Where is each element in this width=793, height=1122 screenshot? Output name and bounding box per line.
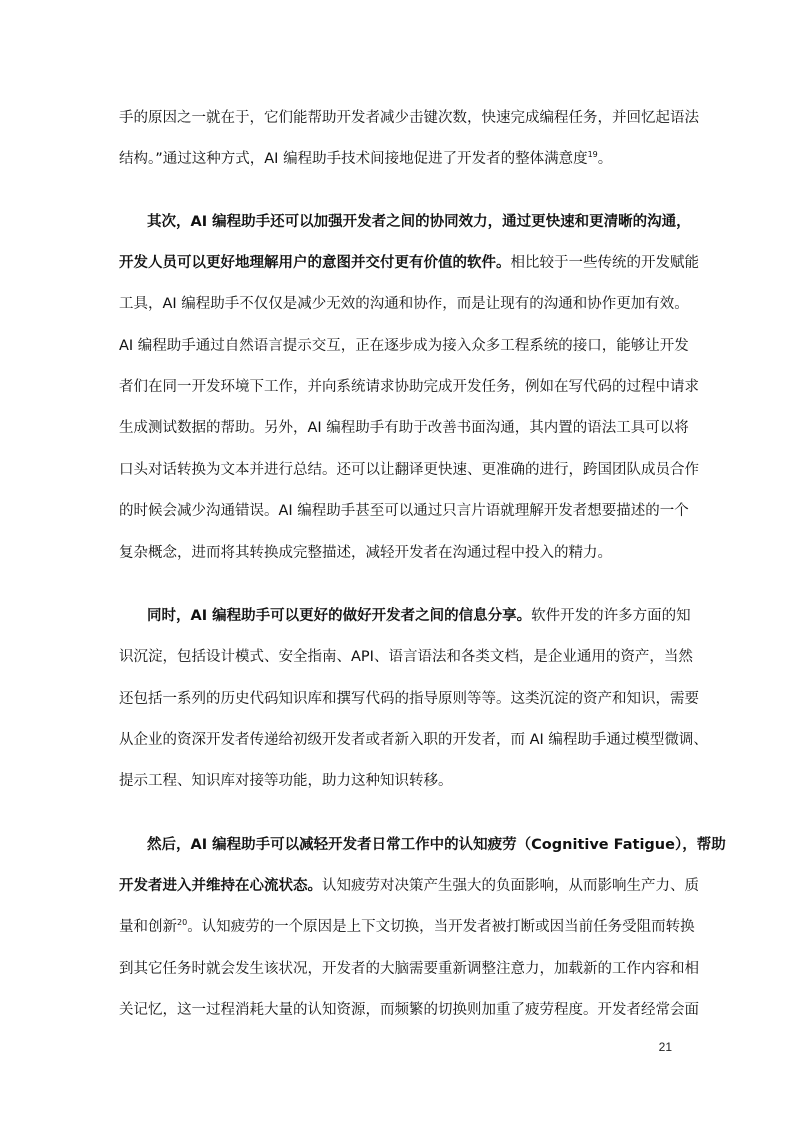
- text-line: [119, 874, 699, 898]
- text-line: [119, 147, 672, 171]
- text-line: [147, 604, 691, 628]
- text-line: [119, 915, 695, 939]
- footnote-ref-19: 19: [587, 150, 598, 159]
- text-line: [119, 728, 708, 752]
- bold-lead-text: 然后，AI 编程助手可以减轻开发者日常工作中的认知疲劳（Cognitive Fatigue），帮助: [147, 837, 726, 853]
- text-line: [119, 998, 699, 1022]
- bold-lead-text: 开发人员可以更好地理解用户的意图并交付更有价值的软件。: [119, 255, 511, 271]
- text-line: [119, 375, 699, 399]
- text-line: [119, 334, 689, 358]
- line-text: 提示工程、知识库对接等功能，助力这种知识转移。: [119, 773, 453, 789]
- line-text: 的时候会减少沟通错误。AI 编程助手甚至可以通过只言片语就理解开发者想要描述的一个: [119, 503, 689, 519]
- line-text: 从企业的资深开发者传递给初级开发者或者新入职的开发者，而 AI 编程助手通过模型微调、: [119, 732, 708, 748]
- text-line: [119, 292, 689, 316]
- text-line: [119, 769, 672, 793]
- line-text: 生成测试数据的帮助。另外，AI 编程助手有助于改善书面沟通，其内置的语法工具可以将: [119, 420, 689, 436]
- line-text: 到其它任务时就会发生该状况，开发者的大脑需要重新调整注意力，加载新的工作内容和相: [119, 961, 699, 977]
- text-line: [147, 833, 726, 857]
- line-text: 相比较于一些传统的开发赋能: [510, 255, 699, 271]
- line-text: 口头对话转换为文本并进行总结。还可以让翻译更快速、更准确的进行，跨国团队成员合作: [119, 462, 699, 478]
- bold-lead-text: 其次，AI 编程助手还可以加强开发者之间的协同效力，通过更快速和更清晰的沟通，: [147, 214, 691, 230]
- line-text: 复杂概念，进而将其转换成完整描述，减轻开发者在沟通过程中投入的精力。: [119, 545, 612, 561]
- text-line: [147, 210, 691, 234]
- line-text: 认知疲劳对决策产生强大的负面影响，从而影响生产力、质: [322, 878, 699, 894]
- text-line: [119, 957, 699, 981]
- line-text: 软件开发的许多方面的知: [531, 608, 691, 624]
- text-line: [119, 499, 689, 523]
- text-line: [119, 541, 672, 565]
- text-line: [119, 687, 699, 711]
- line-text: 关记忆，这一过程消耗大量的认知资源，而频繁的切换则加重了疲劳程度。开发者经常会面: [119, 1002, 699, 1018]
- line-text: 结构。”通过这种方式，AI 编程助手技术间接地促进了开发者的整体满意度: [119, 151, 588, 167]
- text-line: [119, 106, 699, 130]
- page-number: 21: [658, 1040, 672, 1054]
- footnote-ref-20: 20: [177, 918, 188, 927]
- line-text: 者们在同一开发环境下工作，并向系统请求协助完成开发任务，例如在写代码的过程中请求: [119, 379, 699, 395]
- line-text: 手的原因之一就在于，它们能帮助开发者减少击键次数，快速完成编程任务，并回忆起语法: [119, 110, 699, 126]
- line-text: 工具，AI 编程助手不仅仅是减少无效的沟通和协作，而是让现有的沟通和协作更加有效。: [119, 296, 689, 312]
- line-text: AI 编程助手通过自然语言提示交互，正在逐步成为接入众多工程系统的接口，能够让开发: [119, 338, 689, 354]
- line-text-tail: 。认知疲劳的一个原因是上下文切换，当开发者被打断或因当前任务受阻而转换: [187, 919, 695, 935]
- text-line: [119, 251, 699, 275]
- line-text-tail: 。: [597, 151, 613, 167]
- text-line: [119, 458, 699, 482]
- line-text: 还包括一系列的历史代码知识库和撰写代码的指导原则等等。这类沉淀的资产和知识，需要: [119, 691, 699, 707]
- line-text: 识沉淀，包括设计模式、安全指南、API、语言语法和各类文档，是企业通用的资产，当然: [119, 649, 693, 665]
- bold-lead-text: 开发者进入并维持在心流状态。: [119, 878, 322, 894]
- bold-lead-text: 同时，AI 编程助手可以更好的做好开发者之间的信息分享。: [147, 608, 532, 624]
- text-line: [119, 416, 689, 440]
- line-text: 量和创新: [119, 919, 177, 935]
- text-line: [119, 645, 693, 669]
